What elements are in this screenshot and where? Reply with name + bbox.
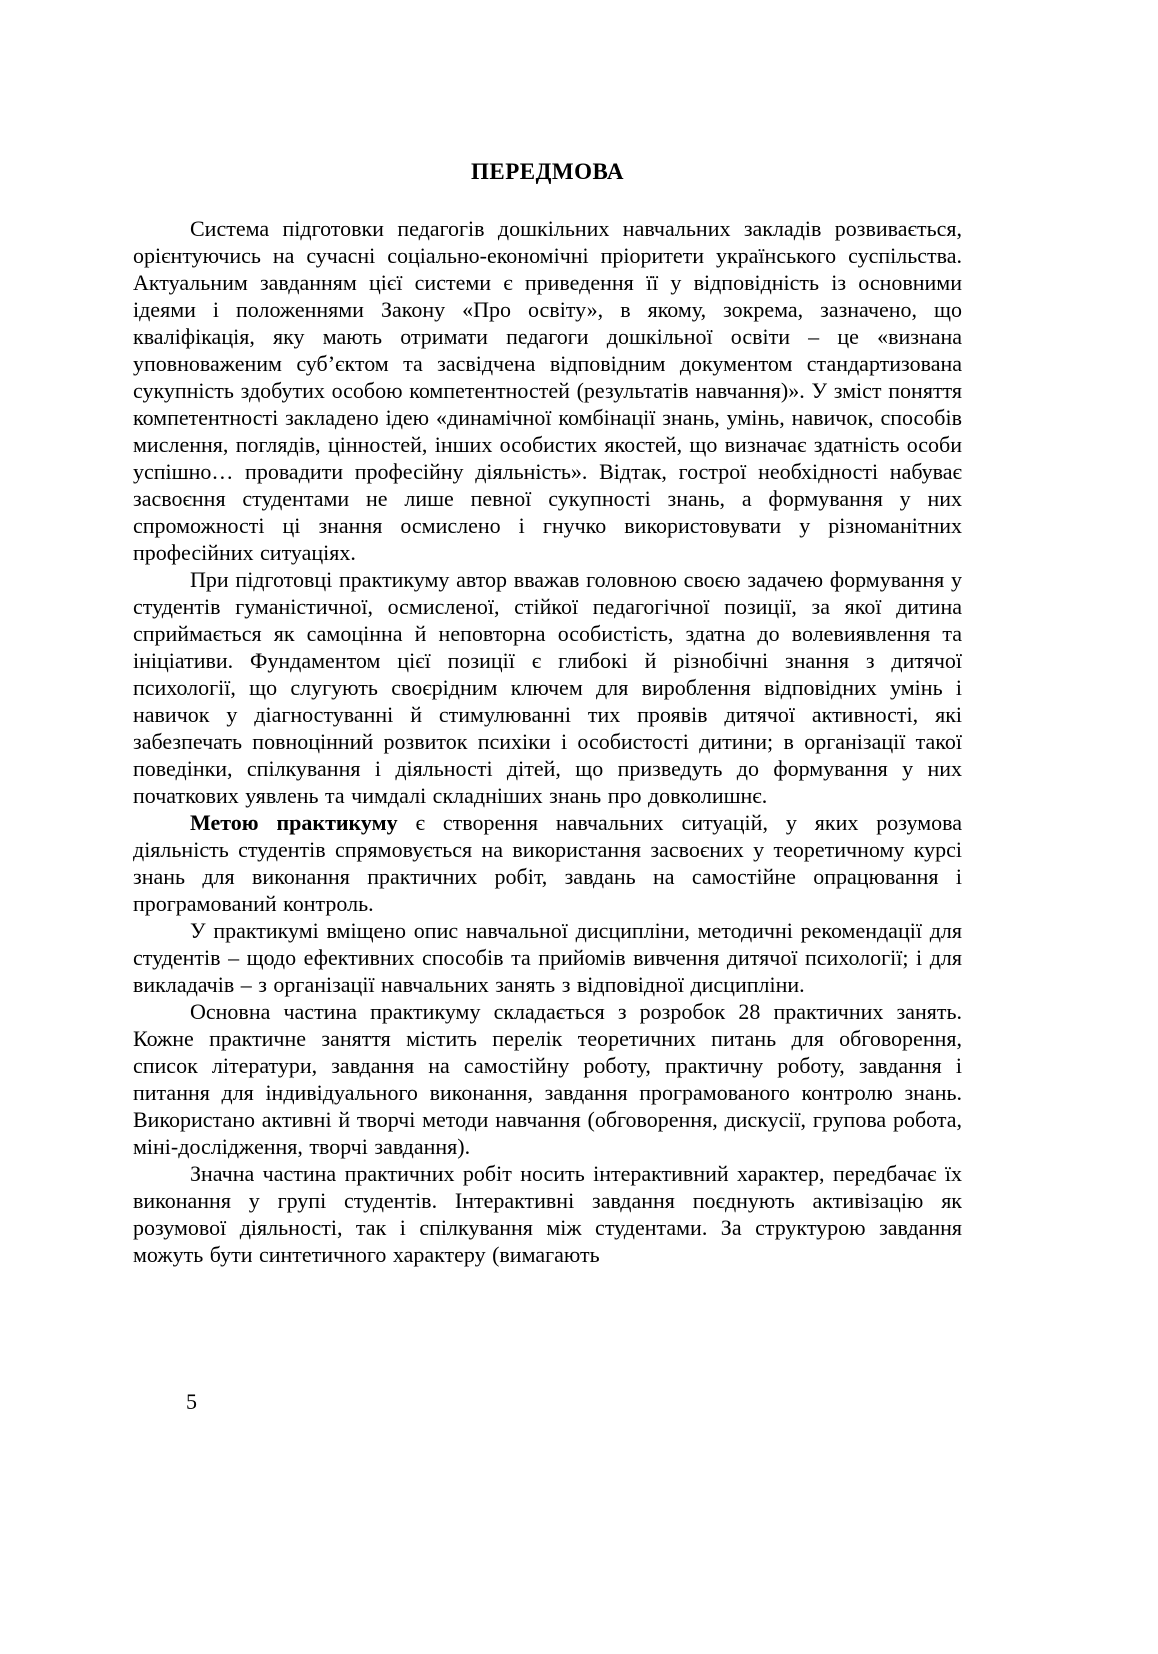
- page-number: 5: [186, 1389, 197, 1414]
- paragraph-6-text: Значна частина практичних робіт носить інтерактивний характер, передбачає їх виконання у групі студентів. Інтерактивні завдання поєднують активізацію як розумової діяльності, так і спілкування між студентами. За структурою завдання можуть бути синтетичного характеру (вимагають: [133, 1161, 962, 1267]
- text-block: [133, 158, 962, 1268]
- paragraph-1-text: Система підготовки педагогів дошкільних навчальних закладів розвивається, орієнтуючись на сучасні соціально-економічні пріоритети українського суспільства. Актуальним завданням цієї системи є приведення її у відповідність із основними ідеями і положеннями Закону «Про освіту», в якому, зокрема, зазначено, що кваліфікація, яку мають отримати педагоги дошкільної освіти – це «визнана уповноваженим суб’єктом та засвідчена відповідним документом стандартизована сукупність здобутих особою компетентностей (результатів навчання)». У зміст поняття компетентності закладено ідею «динамічної комбінації знань, умінь, навичок, способів мислення, поглядів, цінностей, інших особистих якостей, що визначає здатність особи успішно… провадити професійну діяльність». Відтак, гострої необхідності набуває засвоєння студентами не лише певної сукупності знань, а формування у них спроможності ці знання осмислено і гнучко використовувати у різноманітних професійних ситуаціях.: [133, 216, 962, 565]
- paragraph-4: [133, 917, 962, 998]
- paragraph-6: [133, 1160, 962, 1268]
- paragraph-1: [133, 215, 962, 566]
- paragraph-3-text: є створення навчальних ситуацій, у яких розумова діяльність студентів спрямовується на використання засвоєних у теоретичному курсі знань для виконання практичних робіт, завдань на самостійне опрацювання і програмований контроль.: [133, 810, 962, 916]
- page-title: ПЕРЕДМОВА: [470, 159, 625, 184]
- paragraph-5: [133, 998, 962, 1160]
- paragraph-3-lead: Метою практикуму: [190, 810, 398, 835]
- paragraph-4-text: У практикумі вміщено опис навчальної дисципліни, методичні рекомендації для студентів – щодо ефективних способів та прийомів вивчення дитячої психології; і для викладачів – з організації навчальних занять з відповідної дисципліни.: [133, 918, 962, 997]
- paragraph-2-text: При підготовці практикуму автор вважав головною своєю задачею формування у студентів гуманістичної, осмисленої, стійкої педагогічної позиції, за якої дитина сприймається як самоцінна й неповторна особистість, здатна до волевиявлення та ініціативи. Фундаментом цієї позиції є глибокі й різнобічні знання з дитячої психології, що слугують своєрідним ключем для вироблення відповідних умінь і навичок у діагностуванні й стимулюванні тих проявів дитячої активності, які забезпечать повноцінний розвиток психіки і особистості дитини; в організації такої поведінки, спілкування і діяльності дітей, що призведуть до формування у них початкових уявлень та чимдалі складніших знань про довколишнє.: [133, 567, 962, 808]
- paragraph-5-text: Основна частина практикуму складається з розробок 28 практичних занять. Кожне практичне заняття містить перелік теоретичних питань для обговорення, список літератури, завдання на самостійну роботу, практичну роботу, завдання і питання для індивідуального виконання, завдання програмованого контролю знань. Використано активні й творчі методи навчання (обговорення, дискусії, групова робота, міні-дослідження, творчі завдання).: [133, 999, 962, 1159]
- paragraph-3: [133, 809, 962, 917]
- paragraph-2: [133, 566, 962, 809]
